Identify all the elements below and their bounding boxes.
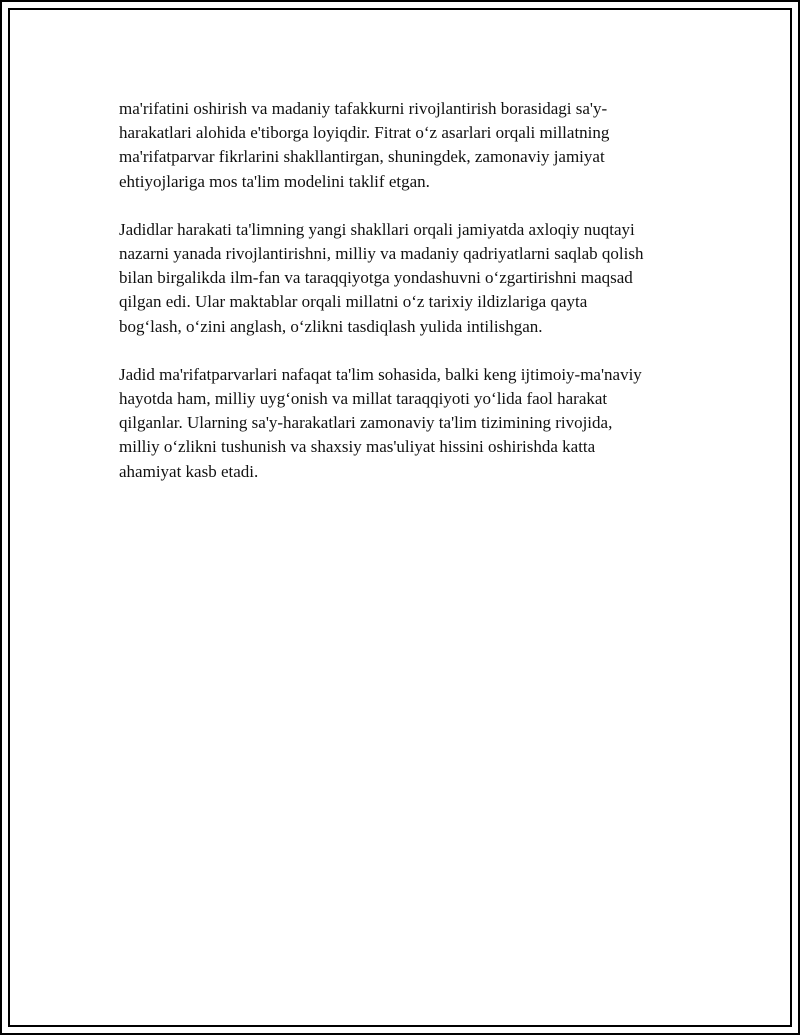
text-line: hayotda ham, milliy uyg‘onish va millat taraqqiyoti yo‘lida faol harakat xyxy=(119,389,608,409)
text-line: milliy o‘zlikni tushunish va shaxsiy mas'uliyat hissini oshirishda katta xyxy=(119,437,596,457)
text-line: bilan birgalikda ilm-fan va taraqqiyotga yondashuvni o‘zgartirishni maqsad xyxy=(119,268,633,288)
text-line: ma'rifatparvar fikrlarini shakllantirgan, shuningdek, zamonaviy jamiyat xyxy=(119,147,605,167)
text-line: qilganlar. Ularning sa'y-harakatlari zamonaviy ta'lim tizimining rivojida, xyxy=(119,413,613,433)
text-line: qilgan edi. Ular maktablar orqali millatni o‘z tarixiy ildizlariga qayta xyxy=(119,292,588,312)
text-line: Jadid ma'rifatparvarlari nafaqat ta'lim sohasida, balki keng ijtimoiy-ma'naviy xyxy=(119,364,642,384)
text-line: ehtiyojlariga mos ta'lim modelini taklif etgan. xyxy=(119,171,430,191)
paragraph-3 xyxy=(119,363,699,484)
text-line: bog‘lash, o‘zini anglash, o‘zlikni tasdiqlash yulida intilishgan. xyxy=(119,316,543,336)
text-line: ahamiyat kasb etadi. xyxy=(119,461,259,481)
text-line: Jadidlar harakati ta'limning yangi shakllari orqali jamiyatda axloqiy nuqtayi xyxy=(119,219,635,239)
paragraph-2 xyxy=(119,218,699,339)
text-line: harakatlari alohida e'tiborga loyiqdir. Fitrat o‘z asarlari orqali millatning xyxy=(119,123,610,143)
paragraph-1 xyxy=(119,97,699,194)
text-line: nazarni yanada rivojlantirishni, milliy va madaniy qadriyatlarni saqlab qolish xyxy=(119,244,644,264)
document-body xyxy=(119,97,699,508)
text-line: ma'rifatini oshirish va madaniy tafakkurni rivojlantirish borasidagi sa'y- xyxy=(119,99,608,118)
